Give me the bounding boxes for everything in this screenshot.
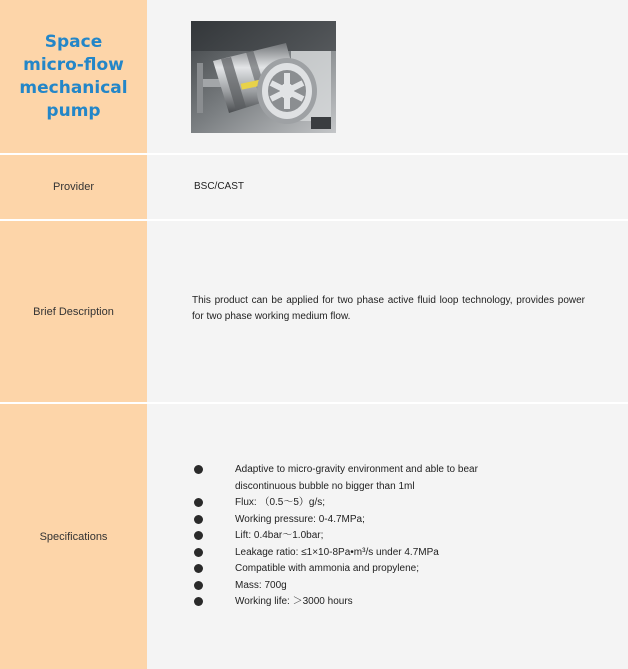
spec-text: Working life: ＞3000 hours (235, 596, 353, 607)
brief-label: Brief Description (0, 221, 147, 402)
spec-item (194, 495, 534, 512)
provider-label: Provider (0, 155, 147, 219)
bullet-icon (194, 548, 203, 557)
photo-cell (147, 0, 628, 153)
specifications-cell (147, 404, 628, 669)
spec-item (194, 578, 534, 595)
spec-text: Mass: 700g (235, 579, 287, 591)
provider-cell (147, 155, 628, 219)
spec-list (194, 462, 534, 611)
brief-value: This product can be applied for two phase active fluid loop technology, provides power for two phase working medium flow. (192, 295, 585, 322)
bullet-icon (194, 515, 203, 524)
specifications-row (0, 404, 628, 669)
bullet-icon (194, 465, 203, 474)
brief-row (0, 221, 628, 402)
bullet-icon (194, 564, 203, 573)
spec-text: Leakage ratio: ≤1×10-8Pa•m³/s under 4.7MPa (235, 546, 439, 558)
brief-cell (147, 221, 628, 402)
specifications-label: Specifications (0, 404, 147, 669)
spec-text: Working pressure: 0-4.7MPa; (235, 513, 365, 525)
product-title: Space micro-flow mechanical pump (19, 31, 128, 121)
spec-text: Compatible with ammonia and propylene; (235, 563, 419, 574)
spec-item (194, 462, 534, 495)
pump-photo (191, 21, 336, 133)
spec-item (194, 594, 534, 611)
title-row (0, 0, 628, 153)
spec-text: Adaptive to micro-gravity environment and able to bear discontinuous bubble no bigger than 1ml (235, 464, 478, 492)
bullet-icon (194, 597, 203, 606)
spec-text: Flux: （0.5～5）g/s; (235, 497, 326, 508)
spec-item (194, 545, 534, 562)
spec-item (194, 512, 534, 529)
spec-text: Lift: 0.4bar～1.0bar; (235, 530, 324, 541)
title-cell (0, 0, 147, 153)
spec-item (194, 561, 534, 578)
spec-item (194, 528, 534, 545)
bullet-icon (194, 581, 203, 590)
provider-value: BSC/CAST (194, 181, 245, 192)
provider-row (0, 155, 628, 219)
bullet-icon (194, 498, 203, 507)
bullet-icon (194, 531, 203, 540)
